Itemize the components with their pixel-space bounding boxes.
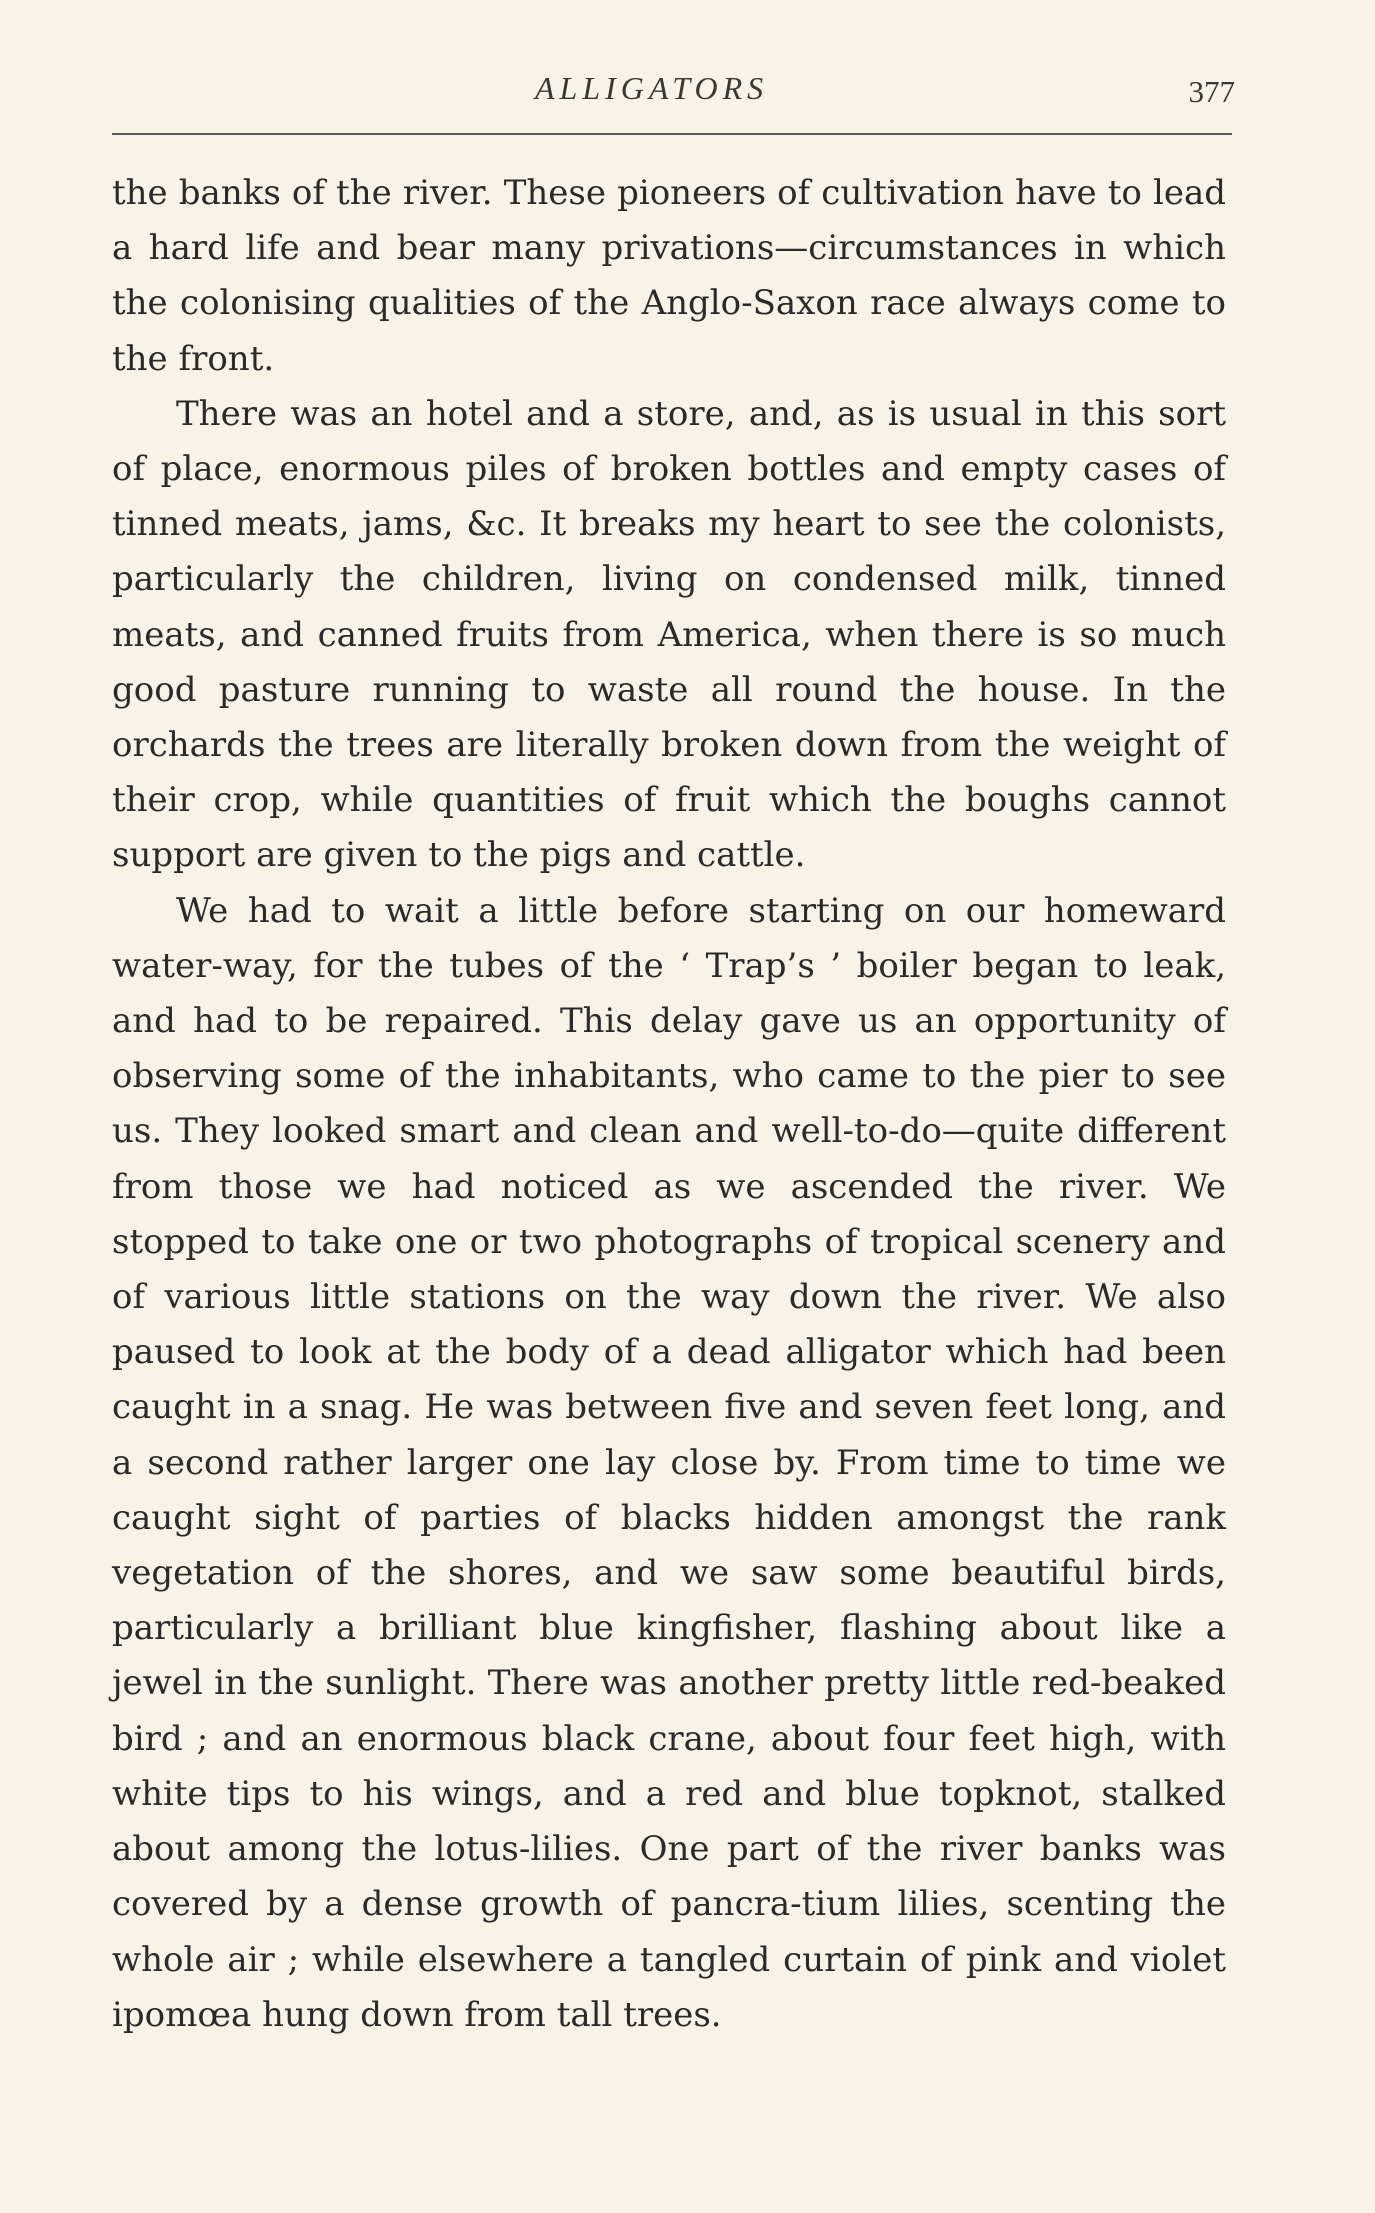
body-text — [112, 166, 1226, 2043]
header-rule — [112, 133, 1232, 135]
paragraph-continuation: the banks of the river. These pioneers of cultivation have to lead a hard life and bear many privations—circumstances in which the colonising qualities of the Anglo-Saxon race always come to the front. — [112, 173, 1226, 379]
paragraph-homeward: We had to wait a little before starting on our homeward water-way, for the tubes of the ‘ Trap’s ’ boiler began to leak, and had to be repaired. This delay gave us an opportunity of observing some of the inhabitants, who came to the pier to see us. They looked smart and clean and well-to-do—quite different from those we had noticed as we ascended the river. We stopped to take one or two photographs of tropical scenery and of various little stations on the way down the river. We also paused to look at the body of a dead alligator which had been caught in a snag. He was between five and seven feet long, and a second rather larger one lay close by. From time to time we caught sight of parties of blacks hidden amongst the rank vegetation of the shores, and we saw some beautiful birds, particularly a brilliant blue kingfisher, flashing about like a jewel in the sunlight. There was another pretty little red-beaked bird ; and an enormous black crane, about four feet high, with white tips to his wings, and a red and blue topknot, stalked about among the lotus-lilies. One part of the river banks was covered by a dense growth of pancra-tium lilies, scenting the whole air ; while elsewhere a tangled curtain of pink and violet ipomœa hung down from tall trees. — [112, 890, 1226, 2035]
running-title: ALLIGATORS — [535, 70, 769, 106]
page-number: 377 — [1188, 74, 1235, 109]
running-head — [115, 66, 1235, 116]
paragraph-hotel: There was an hotel and a store, and, as is usual in this sort of place, enormous piles of broken bottles and empty cases of tinned meats, jams, &c. It breaks my heart to see the colonists, particularly the children, living on condensed milk, tinned meats, and canned fruits from America, when there is so much good pasture running to waste all round the house. In the orchards the trees are literally broken down from the weight of their crop, while quantities of fruit which the boughs cannot support are given to the pigs and cattle. — [112, 393, 1226, 876]
